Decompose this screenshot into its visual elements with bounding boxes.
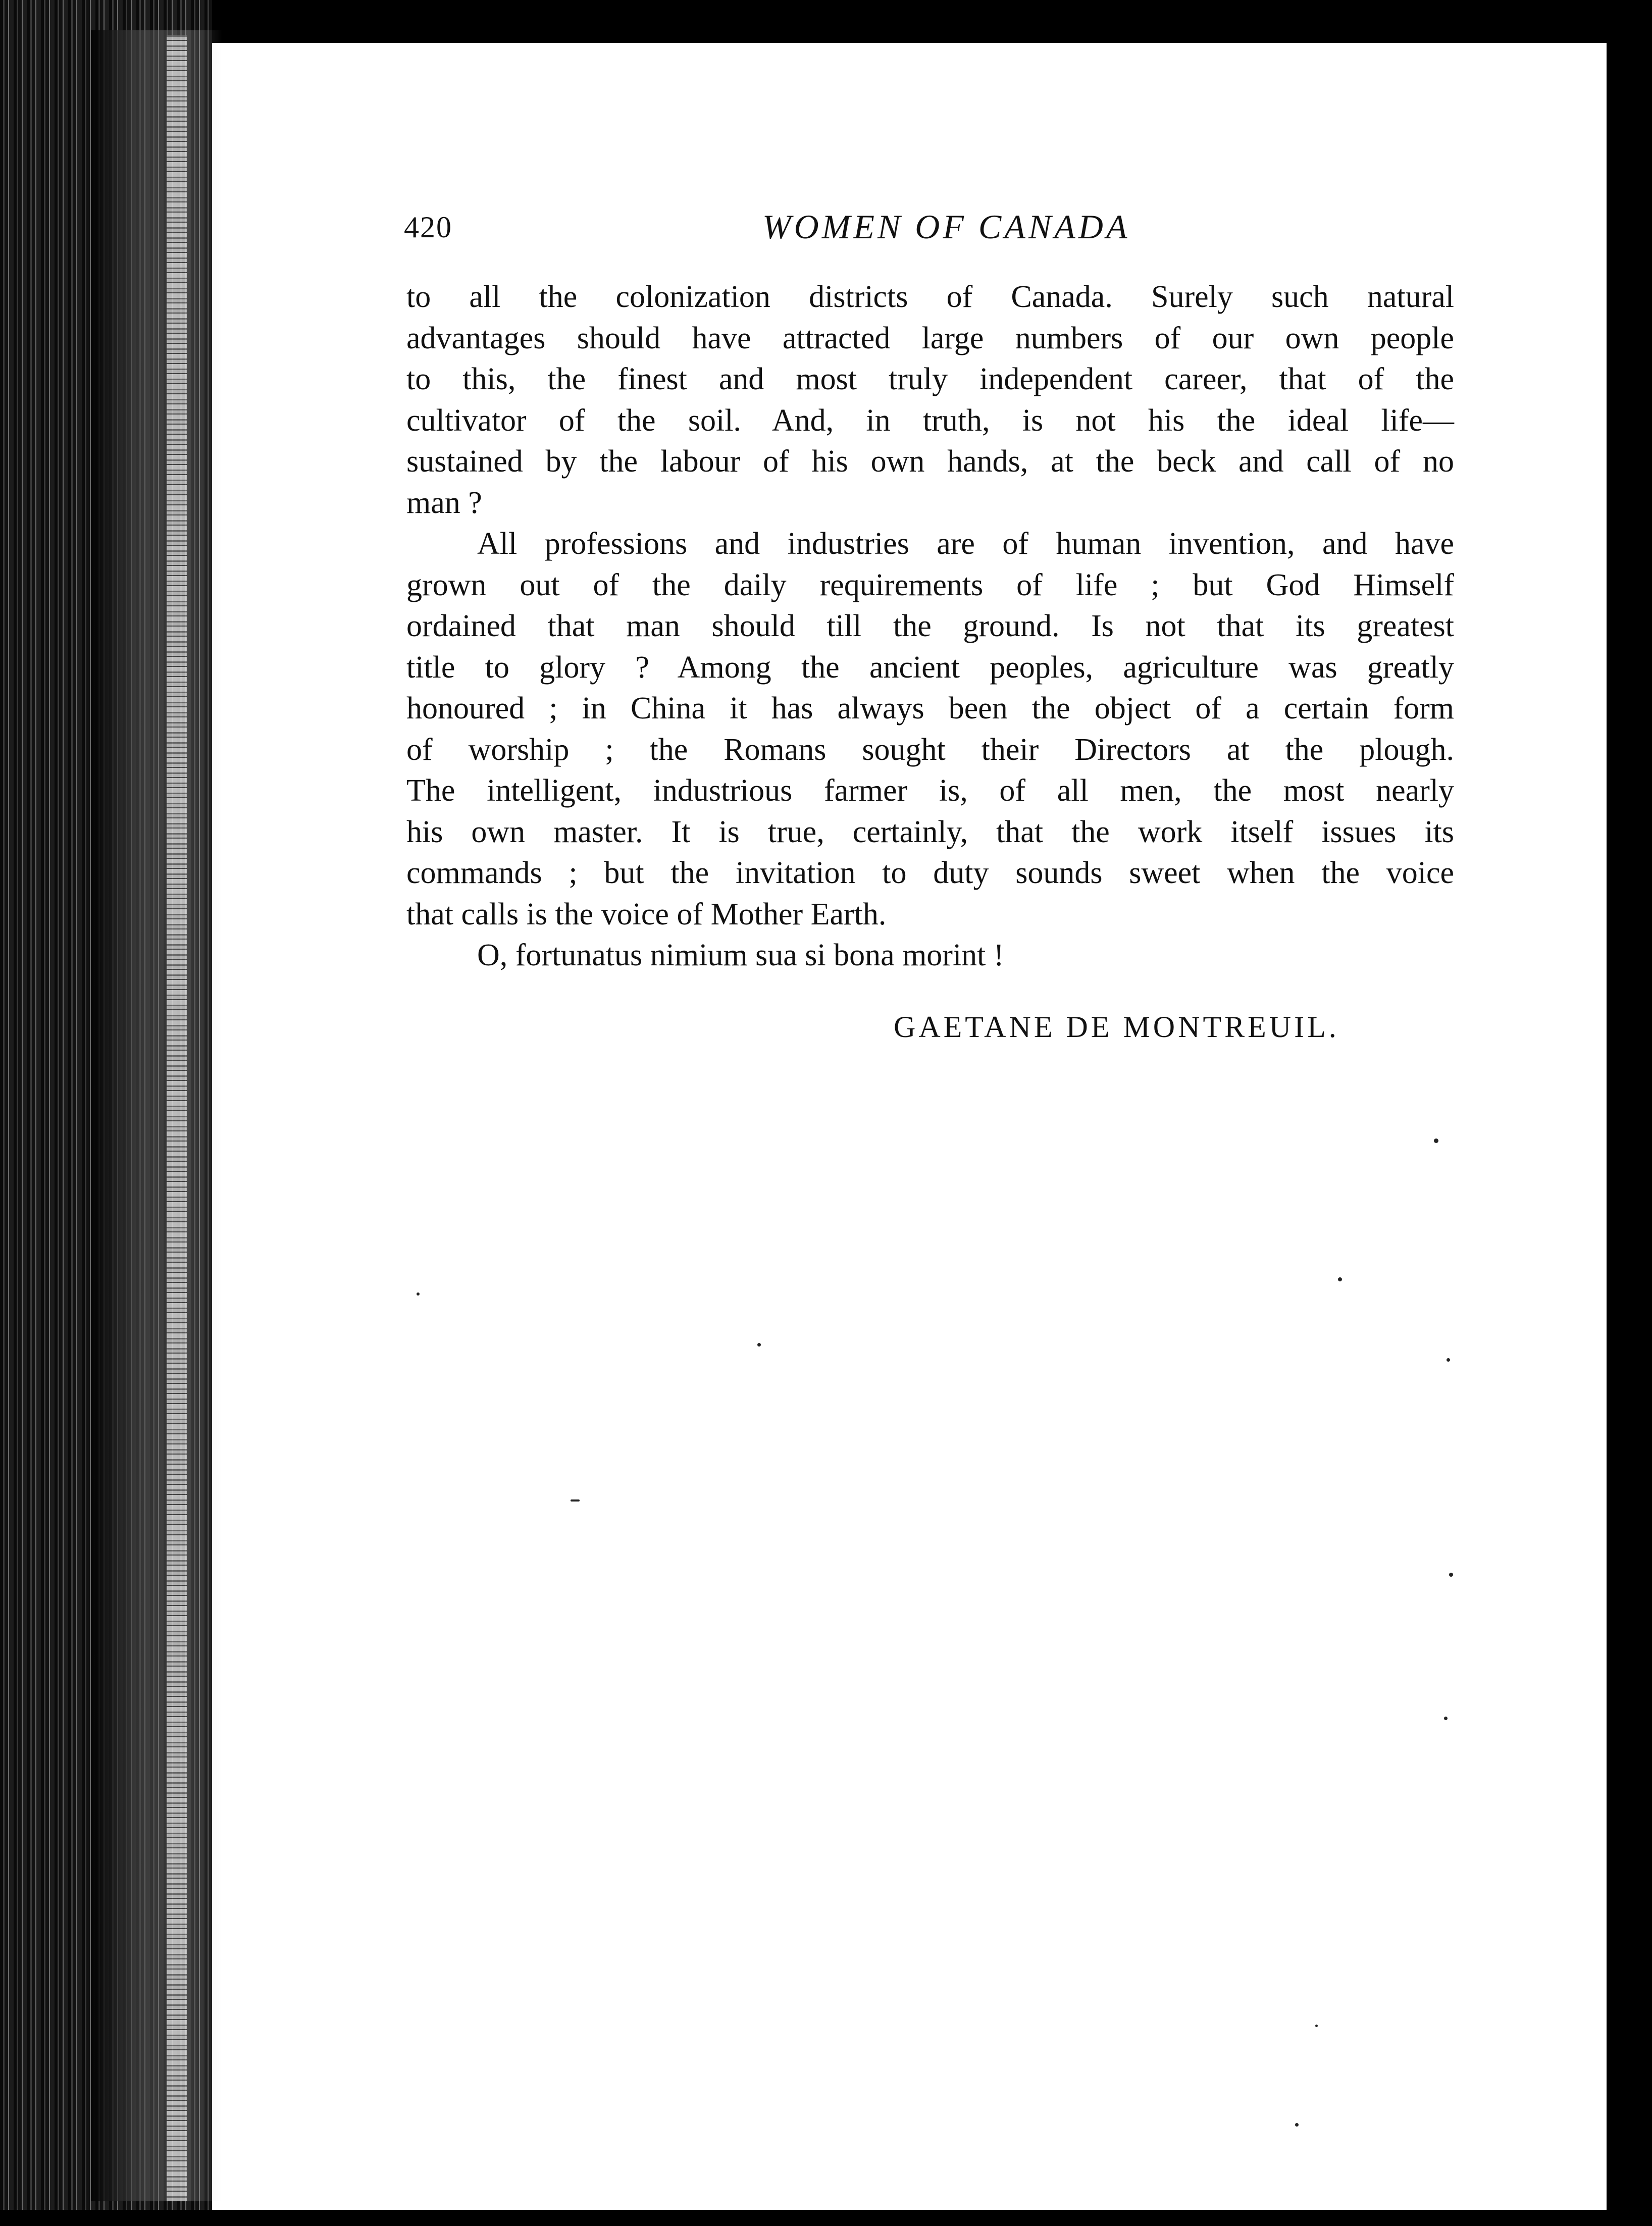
scan-top-border — [0, 0, 1652, 44]
text-line: ordained that man should till the ground. Is not that its greatest — [406, 609, 1454, 643]
scan-speck — [417, 1292, 420, 1296]
text-line: title to glory ? Among the ancient peoples, agriculture was greatly — [406, 650, 1454, 685]
text-line: his own master. It is true, certainly, that the work itself issues its — [406, 814, 1454, 849]
scan-speck — [571, 1499, 580, 1502]
author-signature: GAETANE DE MONTREUIL. — [894, 1010, 1339, 1044]
paragraph-2 — [406, 524, 1454, 935]
text-line: to this, the finest and most truly independent career, that of the — [406, 362, 1454, 396]
scan-speck — [1449, 1573, 1453, 1577]
gutter-shadow — [91, 30, 222, 2201]
page-stack-edge — [167, 35, 187, 2201]
text-line: grown out of the daily requirements of life ; but God Himself — [406, 567, 1454, 602]
scan-bottom-border — [0, 2210, 1652, 2226]
running-title: WOMEN OF CANADA — [762, 208, 1130, 246]
latin-quote: O, fortunatus nimium sua si bona morint ! — [477, 938, 1004, 972]
text-line: All professions and industries are of human invention, and have — [477, 527, 1454, 561]
text-line: sustained by the labour of his own hands, at the beck and call of no — [406, 444, 1454, 479]
running-header — [404, 207, 1454, 252]
text-line: that calls is the voice of Mother Earth. — [406, 897, 887, 931]
scan-speck — [1295, 2123, 1299, 2127]
text-line: of worship ; the Romans sought their Directors at the plough. — [406, 732, 1454, 767]
scan-speck — [1315, 2025, 1318, 2027]
text-line: man ? — [406, 485, 482, 520]
text-line: The intelligent, industrious farmer is, of all men, the most nearly — [406, 773, 1454, 808]
scan-right-border — [1607, 0, 1652, 2226]
text-line: advantages should have attracted large numbers of our own people — [406, 321, 1454, 355]
text-line: to all the colonization districts of Canada. Surely such natural — [406, 280, 1454, 314]
scan-speck — [1447, 1358, 1450, 1362]
scan-speck — [1338, 1277, 1342, 1281]
page-number: 420 — [404, 211, 452, 244]
scan-speck — [1434, 1138, 1438, 1143]
body-text — [406, 277, 1454, 976]
text-line: commands ; but the invitation to duty sounds sweet when the voice — [406, 856, 1454, 890]
text-line: honoured ; in China it has always been the object of a certain form — [406, 691, 1454, 726]
scan-speck — [1444, 1717, 1448, 1720]
scan-speck — [757, 1343, 761, 1347]
paragraph-1 — [406, 277, 1454, 524]
text-line: cultivator of the soil. And, in truth, is not his the ideal life— — [406, 403, 1454, 438]
